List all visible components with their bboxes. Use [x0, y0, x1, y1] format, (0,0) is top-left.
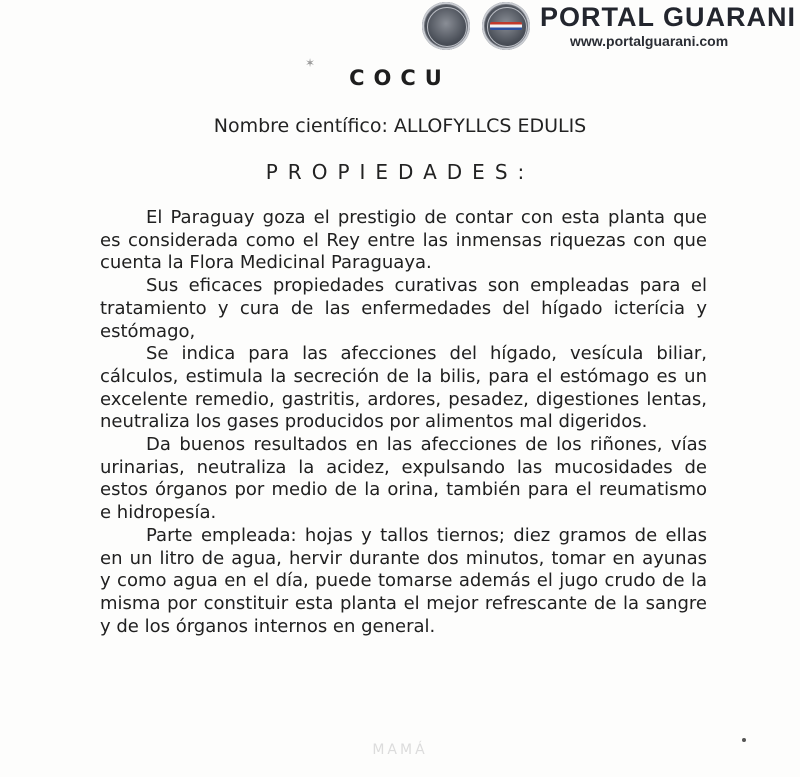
paragraph: Da buenos resultados en las afecciones de los riñones, vías urinarias, neutraliza la acidez, expulsando las mucosidades de estos órganos por medio de la orina, también para el reumatismo e hidropesía. — [100, 434, 707, 524]
paragraph: Se indica para las afecciones del hígado, vesícula biliar, cálculos, estimula la secreción de la bilis, para el estómago es un excelente remedio, gastritis, ardores, pesadez, digestiones lentas, neutraliza los gases producidos por alimentos mal digeridos. — [100, 343, 707, 433]
scan-speck: ✶ — [305, 56, 316, 70]
portal-guarani-watermark — [420, 0, 795, 54]
faint-footer-text: MAMÁ — [372, 742, 428, 758]
document-body — [100, 207, 707, 638]
scientific-name: Nombre científico: ALLOFYLLCS EDULIS — [213, 115, 587, 137]
seal-ring — [427, 7, 467, 47]
scan-dot — [742, 738, 746, 742]
paragraph: El Paraguay goza el prestigio de contar con esta planta que es considerada como el Rey entre las inmensas riquezas con que cuenta la Flora Medicinal Paraguaya. — [100, 207, 707, 274]
flag-seal-icon — [482, 2, 530, 50]
paragraph: Parte empleada: hojas y tallos tiernos; diez gramos de ellas en un litro de agua, hervir durante dos minutos, tomar en ayunas y como agua en el día, puede tomarse además el jugo crudo de la misma por constituir esta planta el mejor refrescante de la sangre y de los órganos internos en general. — [100, 524, 707, 637]
flag-band — [490, 22, 522, 30]
section-heading: PROPIEDADES: — [265, 160, 535, 184]
document-title: COCU — [349, 66, 451, 90]
watermark-url: www.portalguarani.com — [570, 33, 729, 49]
watermark-brand: PORTAL GUARANI — [540, 2, 796, 32]
paragraph: Sus eficaces propiedades curativas son empleadas para el tratamiento y cura de las enfermedades del hígado icterícia y estómago, — [100, 275, 707, 342]
seal-icon — [422, 2, 470, 50]
